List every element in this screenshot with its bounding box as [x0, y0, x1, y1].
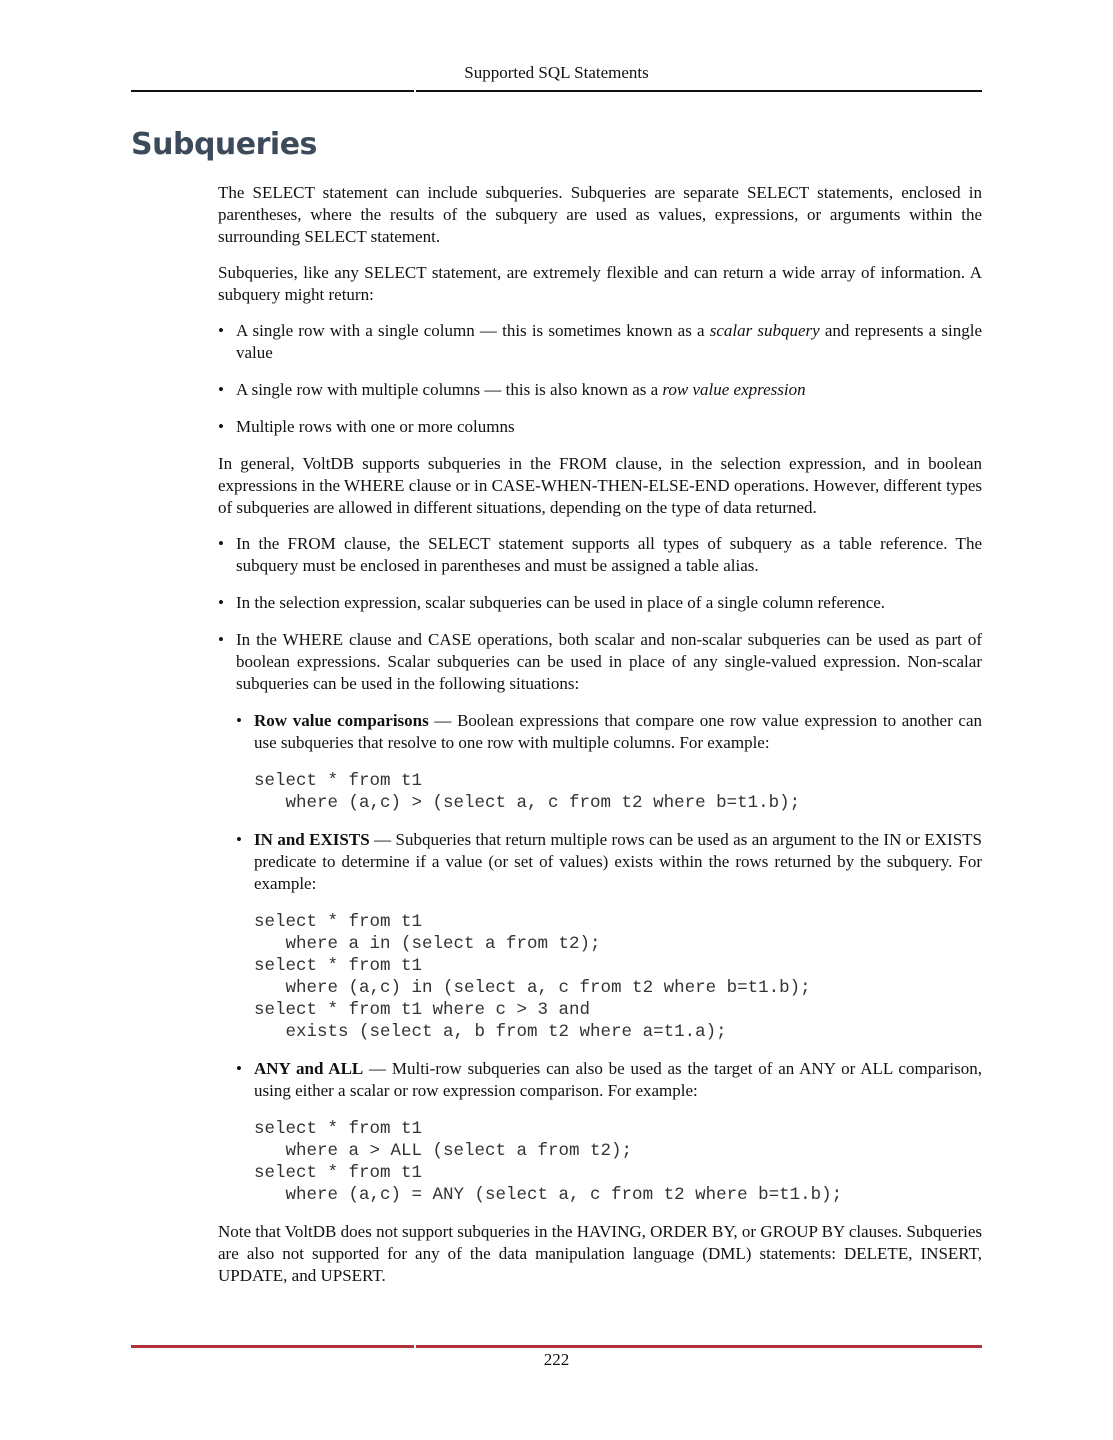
- list-item: [218, 320, 982, 364]
- code-example: select * from t1 where a in (select a from t2); select * from t1 where (a,c) in (select a, c from t2 where b=t1.b); select * from t1 where c > 3 and exists (select a, b from t2 where a=t1.a);: [254, 912, 811, 1042]
- term: scalar subquery: [709, 321, 820, 340]
- paragraph: Subqueries, like any SELECT statement, are extremely flexible and can return a wide array of information. A subquery might return:: [218, 263, 982, 304]
- content: [218, 182, 982, 1301]
- paragraph: Note that VoltDB does not support subqueries in the HAVING, ORDER BY, or GROUP BY clauses. Subqueries are also not supported for any of the data manipulation language (DML) statements: DELETE, INSERT, UPDATE, and UPSERT.: [218, 1222, 982, 1285]
- returns-list: [218, 320, 982, 438]
- text: and represents a single value: [236, 321, 982, 362]
- page-number: 222: [543, 1350, 570, 1369]
- page-title: Subqueries: [131, 127, 317, 162]
- list-item: • In the FROM clause, the SELECT statement supports all types of subquery as a table reference. The subquery must be enclosed in parentheses and must be assigned a table alias.: [218, 533, 982, 577]
- list-item: [218, 416, 982, 438]
- term: row value expression: [662, 380, 806, 399]
- text: — Multi-row subqueries can also be used as the target of an ANY or ALL comparison, using either a scalar or row expression comparison. For example:: [254, 1059, 982, 1100]
- term: ANY and ALL: [254, 1059, 364, 1078]
- text: In the WHERE clause and CASE operations, both scalar and non-scalar subqueries can be used as part of boolean expressions. Scalar subqueries can be used in place of any single-valued expression. Non-scalar subqueries can be used in the following situations:: [236, 630, 982, 693]
- code-example: select * from t1 where (a,c) > (select a, c from t2 where b=t1.b);: [254, 771, 801, 813]
- header-rule: [131, 90, 982, 92]
- paragraph: In general, VoltDB supports subqueries in the FROM clause, in the selection expression, and in boolean expressions in the WHERE clause or in CASE-WHEN-THEN-ELSE-END operations. However, different types of subqueries are allowed in different situations, depending on the type of data returned.: [218, 454, 982, 517]
- text: — Boolean expressions that compare one row value expression to another can use subqueries that resolve to one row with multiple columns. For example:: [254, 711, 982, 752]
- term: Row value comparisons: [254, 711, 429, 730]
- running-header: Supported SQL Statements: [464, 63, 649, 82]
- usage-list: [218, 533, 982, 1206]
- situations-list: [236, 710, 982, 1206]
- list-item: [218, 379, 982, 401]
- footer-rule: [131, 1345, 982, 1348]
- list-item: [236, 710, 982, 814]
- paragraph: The SELECT statement can include subqueries. Subqueries are separate SELECT statements, enclosed in parentheses, where the results of the subquery are used as values, expressions, or arguments within the surrounding SELECT statement.: [218, 183, 982, 246]
- code-example: select * from t1 where a > ALL (select a from t2); select * from t1 where (a,c) = ANY (select a, c from t2 where b=t1.b);: [254, 1119, 843, 1205]
- text: A single row with multiple columns — this is also known as a: [236, 380, 663, 399]
- text: A single row with a single column — this is sometimes known as a: [236, 321, 710, 340]
- list-item: [218, 629, 982, 1206]
- list-item: • In the selection expression, scalar subqueries can be used in place of a single column reference.: [218, 592, 982, 614]
- text: Multiple rows with one or more columns: [236, 417, 515, 436]
- list-item: [236, 1058, 982, 1206]
- text: — Subqueries that return multiple rows can be used as an argument to the IN or EXISTS predicate to determine if a value (or set of values) exists within the rows returned by the subquery. For example:: [254, 830, 982, 893]
- term: IN and EXISTS: [254, 830, 370, 849]
- list-item: [236, 829, 982, 1043]
